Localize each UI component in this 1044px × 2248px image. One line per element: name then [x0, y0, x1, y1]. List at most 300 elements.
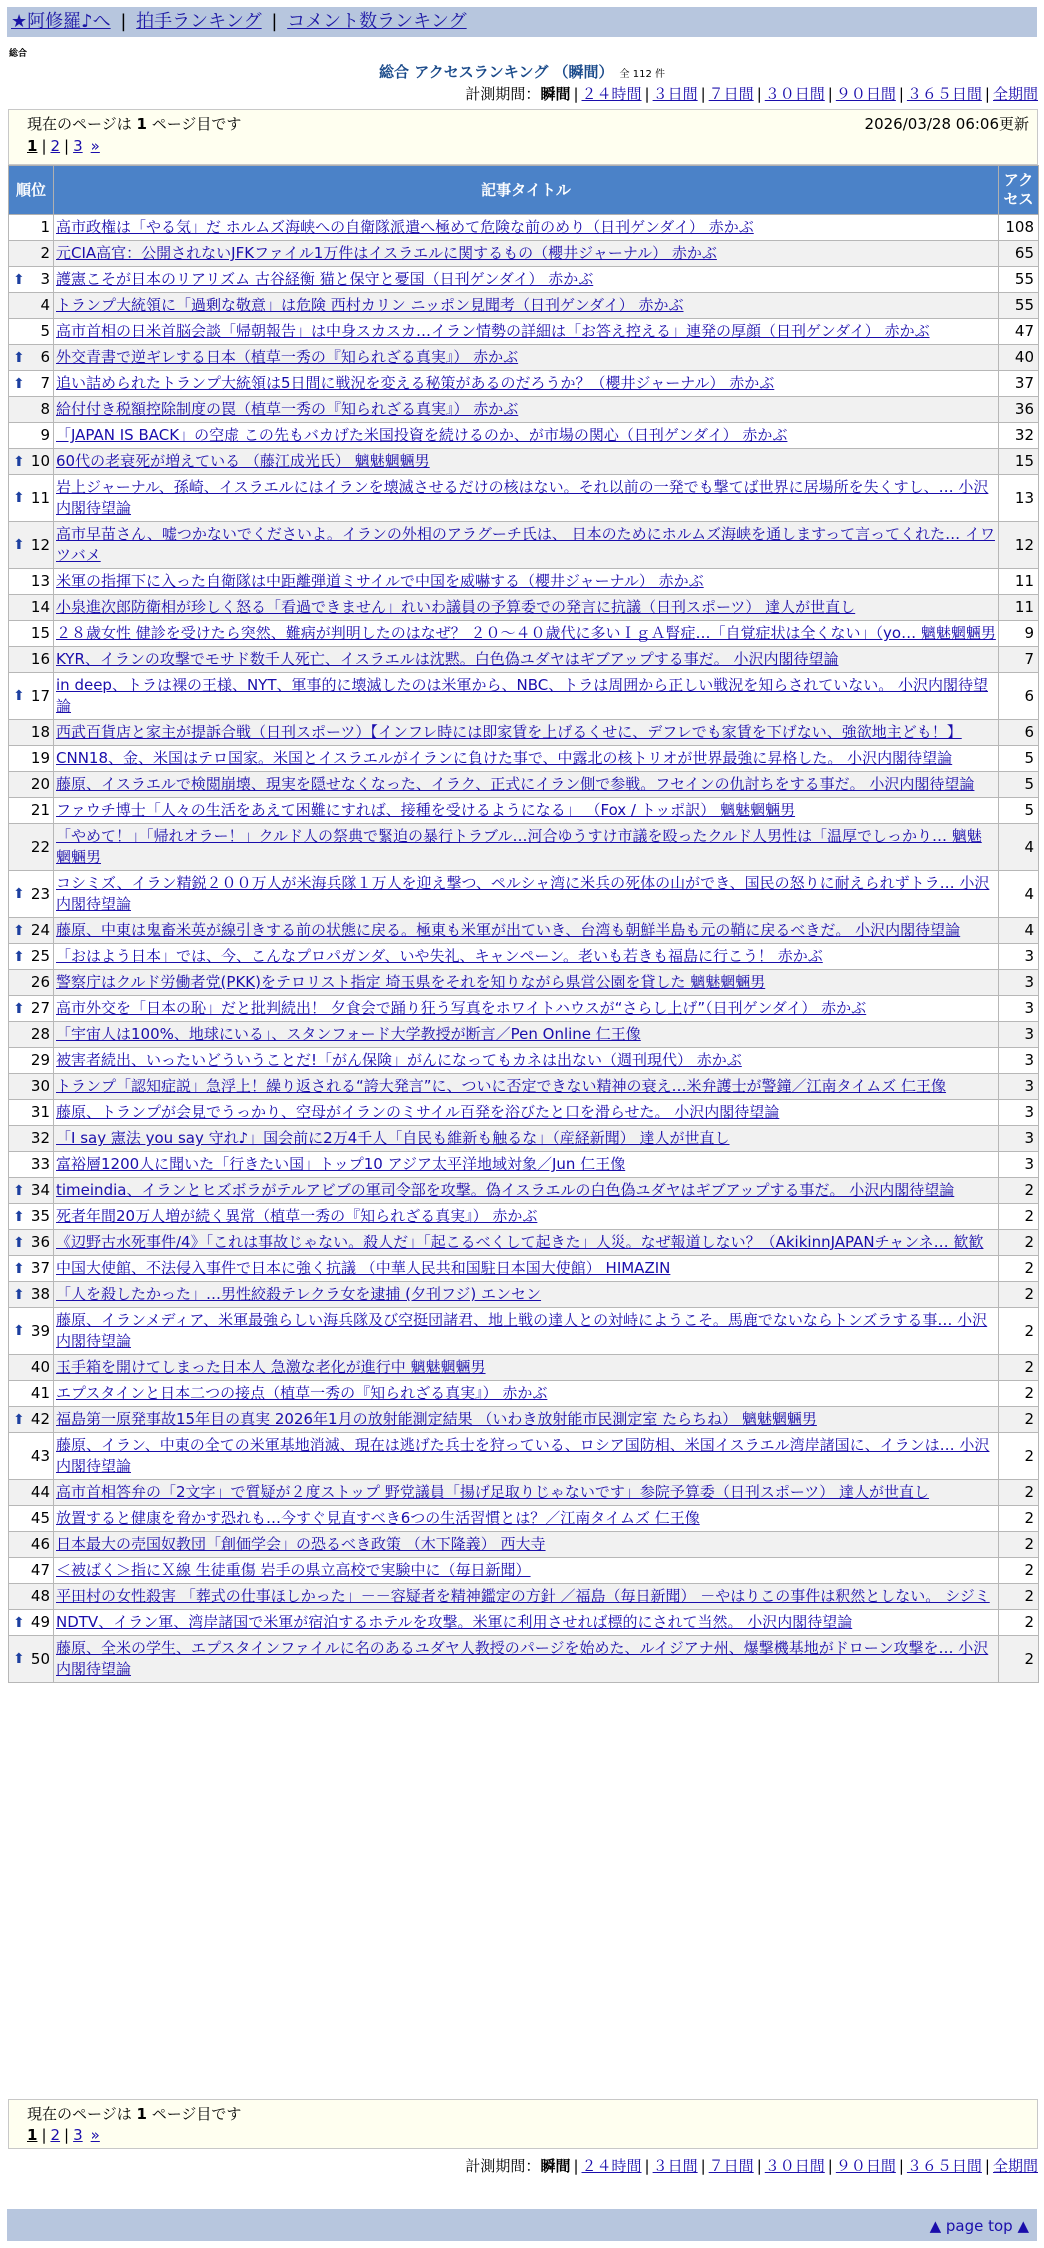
- article-title-link[interactable]: 高市首相の日米首脳会談「帰朝報告」は中身スカスカ…イラン情勢の詳細は「お答え控える」連発の厚顔（日刊ゲンダイ） 赤かぶ: [56, 322, 930, 340]
- rank-cell: [9, 772, 54, 798]
- rank-number: 22: [30, 837, 50, 856]
- rank-cell: [9, 621, 54, 647]
- title-cell: [54, 241, 999, 267]
- access-count: 36: [999, 397, 1039, 423]
- rank-cell: [9, 647, 54, 673]
- title-cell: [54, 1178, 999, 1204]
- article-title-link[interactable]: 日本最大の売国奴教団「創価学会」の恐るべき政策 （木下隆義） 西大寺: [56, 1535, 546, 1553]
- title-cell: [54, 1022, 999, 1048]
- title-cell: [54, 1480, 999, 1506]
- rank-cell: [9, 1100, 54, 1126]
- rank-number: 29: [30, 1051, 50, 1069]
- period-separator: |: [756, 2157, 762, 2175]
- article-title-link[interactable]: エプスタインと日本二つの接点（植草一秀の『知られざる真実』） 赤かぶ: [56, 1384, 548, 1402]
- access-count: 32: [999, 423, 1039, 449]
- title-cell: [54, 621, 999, 647]
- rank-cell: [9, 720, 54, 746]
- table-row: [9, 1532, 1039, 1558]
- rank-cell: [9, 522, 54, 569]
- rank-number: 25: [30, 947, 50, 965]
- up-arrow-icon: ⬆: [13, 1208, 25, 1225]
- rank-number: 7: [40, 374, 50, 392]
- title-cell: [54, 871, 999, 918]
- article-title-link[interactable]: 給付付き税額控除制度の罠（植草一秀の『知られざる真実』） 赤かぶ: [56, 400, 519, 418]
- table-row: [9, 293, 1039, 319]
- rank-cell: [9, 1256, 54, 1282]
- article-title-link[interactable]: 平田村の女性殺害 「葬式の仕事ほしかった」－－容疑者を精神鑑定の方針 ／福島（毎日新聞） －やはりこの事件は釈然としない。 シジミ: [56, 1587, 990, 1605]
- total-count: 全 112 件: [619, 69, 665, 80]
- period-separator: |: [644, 85, 650, 103]
- table-row: [9, 1100, 1039, 1126]
- article-title-link[interactable]: 高市早苗さん、嘘つかないでくださいよ。イランの外相のアラグーチ氏は、 日本のためにホルムズ海峡を通しますって言ってくれた… イワツバメ: [56, 525, 995, 564]
- title-cell: [54, 647, 999, 673]
- up-arrow-icon: ⬆: [13, 271, 25, 288]
- rank-cell: [9, 423, 54, 449]
- rank-cell: [9, 345, 54, 371]
- rank-number: 1: [40, 218, 50, 236]
- rank-cell: [9, 1178, 54, 1204]
- up-arrow-icon: ⬆: [13, 1614, 25, 1631]
- table-row: [9, 319, 1039, 345]
- article-title-link[interactable]: 「おはよう日本」では、今、こんなプロパガンダ、いや失礼、キャンペーン。老いも若きも福島に行こう！ 赤かぶ: [56, 947, 823, 965]
- rank-number: 31: [30, 1103, 50, 1121]
- rank-cell: [9, 215, 54, 241]
- rank-cell: [9, 267, 54, 293]
- rank-cell: [9, 293, 54, 319]
- rank-cell: [9, 1407, 54, 1433]
- article-title-link[interactable]: in deep、トラは裸の王様、NYT、軍事的に壊滅したのは米軍から、NBC、トラは周囲から正しい戦況を知らされていない。 小沢内閣待望論: [56, 676, 988, 715]
- table-row: [9, 798, 1039, 824]
- period-option-link[interactable]: ３０日間: [764, 85, 825, 103]
- article-title-link[interactable]: 「宇宙人は100%、地球にいる」、スタンフォード大学教授が断言／Pen Online 仁王像: [56, 1025, 641, 1043]
- table-row: [9, 1407, 1039, 1433]
- access-count: 37: [999, 371, 1039, 397]
- article-title-link[interactable]: 西武百貨店と家主が提訴合戦（日刊スポーツ）【インフレ時には即家賃を上げるくせに、デフレでも家賃を下げない、強欲地主ども！】: [56, 723, 962, 741]
- table-row: [9, 423, 1039, 449]
- rank-number: 33: [30, 1155, 50, 1173]
- rank-cell: [9, 996, 54, 1022]
- rank-number: 35: [30, 1207, 50, 1225]
- article-title-link[interactable]: 「やめて！」「帰れオラー！」クルド人の祭典で緊迫の暴行トラブル…河合ゆうすけ市議を殴ったクルド人男性は「温厚でしっかり… 魑魅魍魎男: [56, 827, 982, 866]
- title-cell: [54, 215, 999, 241]
- article-title-link[interactable]: 福島第一原発事故15年目の真実 2026年1月の放射能測定結果 （いわき放射能市民測定室 たらちね） 魑魅魍魎男: [56, 1410, 817, 1428]
- title-cell: [54, 569, 999, 595]
- rank-number: 16: [30, 650, 50, 668]
- access-count: 3: [999, 1074, 1039, 1100]
- access-count: 2: [999, 1407, 1039, 1433]
- rank-cell: [9, 1433, 54, 1480]
- page-top-link[interactable]: ▲ page top ▲: [929, 2217, 1029, 2235]
- article-title-link[interactable]: 小泉進次郎防衛相が珍しく怒る「看過できません」れいわ議員の予算委での発言に抗議（日刊スポーツ） 達人が世直し: [56, 598, 856, 616]
- title-cell: [54, 397, 999, 423]
- rank-number: 30: [30, 1077, 50, 1095]
- access-count: 3: [999, 1126, 1039, 1152]
- access-count: 11: [999, 569, 1039, 595]
- article-title-link[interactable]: 藤原、イラン、中東の全ての米軍基地消滅、現在は逃げた兵士を狩っている、ロシア国防相、米国イスラエル湾岸諸国に、イランは… 小沢内閣待望論: [56, 1436, 990, 1475]
- rank-cell: [9, 1126, 54, 1152]
- up-arrow-icon: ⬆: [13, 1323, 25, 1339]
- table-row: [9, 1074, 1039, 1100]
- home-link[interactable]: ★阿修羅♪へ: [11, 11, 111, 32]
- title-cell: [54, 1256, 999, 1282]
- title-cell: [54, 720, 999, 746]
- rank-cell: [9, 319, 54, 345]
- table-row: [9, 871, 1039, 918]
- period-option-link[interactable]: ２４時間: [581, 2157, 642, 2175]
- title-cell: [54, 345, 999, 371]
- rank-number: 14: [30, 598, 50, 616]
- period-separator: |: [644, 2157, 650, 2175]
- title-cell: [54, 1308, 999, 1355]
- title-cell: [54, 475, 999, 522]
- rank-number: 17: [30, 686, 50, 705]
- period-separator: |: [984, 85, 990, 103]
- table-row: [9, 673, 1039, 720]
- article-title-link[interactable]: 米軍の指揮下に入った自衛隊は中距離弾道ミサイルで中国を威嚇する（櫻井ジャーナル） 赤かぶ: [56, 572, 704, 590]
- period-option-link[interactable]: 全期間: [992, 2157, 1038, 2175]
- page-text-post: ページ目です: [151, 2105, 242, 2123]
- page-text-post: ページ目です: [151, 115, 242, 133]
- rank-number: 39: [30, 1321, 50, 1340]
- article-title-link[interactable]: 藤原、イランメディア、米軍最強らしい海兵隊及び空挺団諸君、地上戦の達人との対峙にようこそ。馬鹿でないならトンズラする事… 小沢内閣待望論: [56, 1311, 988, 1350]
- rank-cell: [9, 1152, 54, 1178]
- comment-ranking-link[interactable]: コメント数ランキング: [287, 11, 467, 32]
- rank-cell: [9, 1381, 54, 1407]
- rank-cell: [9, 1532, 54, 1558]
- title-cell: [54, 798, 999, 824]
- access-count: 108: [999, 215, 1039, 241]
- title-cell: [54, 293, 999, 319]
- access-count: 3: [999, 944, 1039, 970]
- title-cell: [54, 449, 999, 475]
- page-title: [0, 61, 1044, 82]
- page-link: 1: [27, 2126, 38, 2144]
- nav-separator: |: [271, 11, 278, 32]
- next-page-link[interactable]: »: [90, 137, 100, 155]
- up-arrow-icon: ⬆: [13, 688, 25, 704]
- title-cell: [54, 1532, 999, 1558]
- access-count: 3: [999, 970, 1039, 996]
- article-title-link[interactable]: 「JAPAN IS BACK」の空虚 この先もバカげた米国投資を続けるのか、が市場の関心（日刊ゲンダイ） 赤かぶ: [56, 426, 788, 444]
- access-count: 3: [999, 1152, 1039, 1178]
- article-title-link[interactable]: 追い詰められたトランプ大統領は5日間に戦況を変える秘策があるのだろうか？（櫻井ジャーナル） 赤かぶ: [56, 374, 775, 392]
- title-cell: [54, 1407, 999, 1433]
- rank-number: 18: [30, 723, 50, 741]
- title-cell: [54, 970, 999, 996]
- rank-cell: [9, 918, 54, 944]
- title-cell: [54, 1100, 999, 1126]
- rank-cell: [9, 798, 54, 824]
- access-count: 2: [999, 1308, 1039, 1355]
- rank-cell: [9, 1308, 54, 1355]
- page-number: 1: [136, 115, 147, 133]
- title-cell: [54, 1048, 999, 1074]
- table-row: [9, 522, 1039, 569]
- table-row: [9, 1558, 1039, 1584]
- table-row: [9, 918, 1039, 944]
- table-row: [9, 1480, 1039, 1506]
- table-row: [9, 621, 1039, 647]
- title-cell: [54, 772, 999, 798]
- rank-number: 50: [30, 1649, 50, 1668]
- up-arrow-icon: ⬆: [13, 1000, 25, 1017]
- rank-number: 46: [30, 1535, 50, 1553]
- table-row: [9, 1636, 1039, 1683]
- table-row: [9, 267, 1039, 293]
- table-row: [9, 1433, 1039, 1480]
- article-title-link[interactable]: 藤原、中東は鬼畜米英が線引きする前の状態に戻る。極東も米軍が出ていき、台湾も朝鮮半島も元の鞘に戻るべきだ。 小沢内閣待望論: [56, 921, 961, 939]
- access-count: 5: [999, 798, 1039, 824]
- article-title-link[interactable]: 中国大使館、不法侵入事件で日本に強く抗議 （中華人民共和国駐日本国大使館） HIMAZIN: [56, 1259, 671, 1277]
- table-row: [9, 1355, 1039, 1381]
- article-title-link[interactable]: ＜被ばく＞指にＸ線 生徒重傷 岩手の県立高校で実験中に（毎日新聞）: [56, 1561, 531, 1579]
- title-cell: [54, 746, 999, 772]
- title-cell: [54, 996, 999, 1022]
- table-header-row: [9, 166, 1039, 215]
- period-option-link[interactable]: ３日間: [652, 2157, 698, 2175]
- rank-number: 11: [30, 488, 50, 507]
- rank-cell: [9, 1355, 54, 1381]
- article-title-link[interactable]: 岩上ジャーナル、孫崎、イスラエルにはイランを壊滅させるだけの核はない。それ以前の一発でも撃てば世界に居場所を失くすし、… 小沢内閣待望論: [56, 478, 989, 517]
- period-option-link[interactable]: ３６５日間: [906, 2157, 982, 2175]
- article-title-link[interactable]: 藤原、全米の学生、エプスタインファイルに名のあるユダヤ人教授のパージを始めた、ルイジアナ州、爆撃機基地がドローン攻撃を… 小沢内閣待望論: [56, 1639, 989, 1678]
- article-title-link[interactable]: 高市政権は「やる気」だ ホルムズ海峡への自衛隊派遣へ極めて危険な前のめり（日刊ゲンダイ） 赤かぶ: [56, 218, 754, 236]
- up-arrow-icon: ⬆: [13, 1651, 25, 1667]
- article-title-link[interactable]: ２８歳女性 健診を受けたら突然、難病が判明したのはなぜ？ ２０～４０歳代に多いＩｇＡ腎症…「自覚症状は全くない」（yo… 魑魅魍魎男: [56, 624, 996, 642]
- table-row: [9, 449, 1039, 475]
- rank-cell: [9, 595, 54, 621]
- access-count: 11: [999, 595, 1039, 621]
- access-count: 2: [999, 1480, 1039, 1506]
- period-separator: |: [898, 85, 904, 103]
- page-link[interactable]: 3: [73, 137, 83, 155]
- rank-number: 20: [30, 775, 50, 793]
- rank-number: 47: [30, 1561, 50, 1579]
- rank-number: 24: [30, 921, 50, 939]
- access-count: 2: [999, 1506, 1039, 1532]
- article-title-link[interactable]: 60代の老衰死が増えている （藤江成光氏） 魑魅魍魎男: [56, 452, 430, 470]
- page-link[interactable]: 3: [73, 2126, 83, 2144]
- title-cell: [54, 1074, 999, 1100]
- rank-number: 37: [30, 1259, 50, 1277]
- rank-cell: [9, 241, 54, 267]
- title-cell: [54, 1506, 999, 1532]
- rank-number: 23: [30, 884, 50, 903]
- rank-cell: [9, 1022, 54, 1048]
- up-arrow-icon: ⬆: [13, 948, 25, 965]
- article-title-link[interactable]: 死者年間20万人増が続く異常（植草一秀の『知られざる真実』） 赤かぶ: [56, 1207, 538, 1225]
- table-row: [9, 1506, 1039, 1532]
- page-text-pre: 現在のページは: [27, 2105, 132, 2123]
- up-arrow-icon: ⬆: [13, 349, 25, 366]
- rank-cell: [9, 1230, 54, 1256]
- period-separator: |: [573, 2157, 579, 2175]
- applause-ranking-link[interactable]: 拍手ランキング: [136, 11, 262, 32]
- table-row: [9, 996, 1039, 1022]
- period-option-link[interactable]: ９０日間: [835, 2157, 896, 2175]
- rank-number: 48: [30, 1587, 50, 1605]
- access-count: 4: [999, 871, 1039, 918]
- article-title-link[interactable]: コシミズ、イラン精鋭２００万人が米海兵隊１万人を迎え撃つ、ペルシャ湾に米兵の死体の山ができ、国民の怒りに耐えられずトラ… 小沢内閣待望論: [56, 874, 990, 913]
- title-cell: [54, 371, 999, 397]
- top-nav-bar: [7, 7, 1037, 37]
- table-row: [9, 772, 1039, 798]
- access-column-header: アクセス: [999, 166, 1039, 215]
- access-count: 9: [999, 621, 1039, 647]
- access-count: 2: [999, 1256, 1039, 1282]
- article-title-link[interactable]: 護憲こそが日本のリアリズム 古谷経衡 猫と保守と憂国（日刊ゲンダイ） 赤かぶ: [56, 270, 594, 288]
- title-cell: [54, 423, 999, 449]
- article-title-link[interactable]: 「I say 憲法 you say 守れ♪」国会前に2万4千人「自民も維新も触るな」（産経新聞） 達人が世直し: [56, 1129, 730, 1147]
- title-cell: [54, 1282, 999, 1308]
- period-label: 計測期間：: [465, 2157, 541, 2175]
- rank-number: 43: [30, 1446, 50, 1465]
- article-title-link[interactable]: トランプ「認知症説」急浮上！繰り返される“誇大発言”に、ついに否定できない精神の衰え…米弁護士が警鐘／江南タイムズ 仁王像: [56, 1077, 947, 1095]
- article-title-link[interactable]: 外交青書で逆ギレする日本（植草一秀の『知られざる真実』） 赤かぶ: [56, 348, 519, 366]
- rank-cell: [9, 944, 54, 970]
- access-count: 2: [999, 1204, 1039, 1230]
- title-cell: [54, 1355, 999, 1381]
- access-count: 5: [999, 772, 1039, 798]
- page-link[interactable]: 2: [50, 137, 61, 155]
- period-option-link[interactable]: ３０日間: [764, 2157, 825, 2175]
- updated-time: 2026/03/28 06:06更新: [864, 115, 1029, 133]
- article-title-link[interactable]: トランプ大統領に「過剰な敬意」は危険 西村カリン ニッポン見聞考（日刊ゲンダイ） 赤かぶ: [56, 296, 684, 314]
- table-row: [9, 1256, 1039, 1282]
- rank-number: 27: [30, 999, 50, 1017]
- title-cell: [54, 319, 999, 345]
- title-cell: [54, 595, 999, 621]
- article-title-link[interactable]: 元CIA高官：公開されないJFKファイル1万件はイスラエルに関するもの（櫻井ジャーナル） 赤かぶ: [56, 244, 717, 262]
- article-title-link[interactable]: 《辺野古水死事件/4》「これは事故じゃない。殺人だ」「起こるべくして起きた」人災。なぜ報道しない？（AkikinnJAPANチャンネ… 歓歓: [56, 1233, 984, 1251]
- title-cell: [54, 1558, 999, 1584]
- period-option-link[interactable]: ２４時間: [581, 85, 642, 103]
- access-count: 2: [999, 1230, 1039, 1256]
- title-cell: [54, 1381, 999, 1407]
- pagination-bottom: [27, 2126, 100, 2144]
- article-title-link[interactable]: KYR、イランの攻撃でモサド数千人死亡、イスラエルは沈黙。白色偽ユダヤはギブアップする事だ。 小沢内閣待望論: [56, 650, 839, 668]
- table-row: [9, 1178, 1039, 1204]
- access-count: 12: [999, 522, 1039, 569]
- access-count: 3: [999, 1048, 1039, 1074]
- rank-cell: [9, 475, 54, 522]
- rank-number: 19: [30, 749, 50, 767]
- up-arrow-icon: ⬆: [13, 1260, 25, 1277]
- rank-cell: [9, 1048, 54, 1074]
- up-arrow-icon: ⬆: [13, 453, 25, 470]
- up-arrow-icon: ⬆: [13, 375, 25, 392]
- rank-number: 3: [40, 270, 50, 288]
- period-current: 瞬間: [540, 85, 571, 103]
- access-count: 3: [999, 1100, 1039, 1126]
- article-title-link[interactable]: 警察庁はクルド労働者党(PKK)をテロリスト指定 埼玉県をそれを知りながら県営公園を貸した 魑魅魍魎男: [56, 973, 766, 991]
- page-text-pre: 現在のページは: [27, 115, 132, 133]
- table-row: [9, 944, 1039, 970]
- up-arrow-icon: ⬆: [13, 922, 25, 939]
- title-cell: [54, 1152, 999, 1178]
- article-title-link[interactable]: NDTV、イラン軍、湾岸諸国で米軍が宿泊するホテルを攻撃。米軍に利用させれば標的にされて当然。 小沢内閣待望論: [56, 1613, 853, 1631]
- next-page-link[interactable]: »: [90, 2126, 100, 2144]
- article-title-link[interactable]: 富裕層1200人に聞いた「行きたい国」トップ10 アジア太平洋地域対象／Jun 仁王像: [56, 1155, 626, 1173]
- article-title-link[interactable]: 藤原、トランプが会見でうっかり、空母がイランのミサイル百発を浴びたと口を滑らせた。 小沢内閣待望論: [56, 1103, 780, 1121]
- rank-cell: [9, 1282, 54, 1308]
- table-row: [9, 1230, 1039, 1256]
- rank-cell: [9, 1074, 54, 1100]
- article-title-link[interactable]: 藤原、イスラエルで検閲崩壊、現実を隠せなくなった、イラク、正式にイラン側で参戦。フセインの仇討ちをする事だ。 小沢内閣待望論: [56, 775, 975, 793]
- period-separator: |: [573, 85, 579, 103]
- rank-number: 5: [40, 322, 50, 340]
- rank-cell: [9, 1506, 54, 1532]
- table-row: [9, 824, 1039, 871]
- table-row: [9, 371, 1039, 397]
- article-title-link[interactable]: 「人を殺したかった」…男性絞殺テレクラ女を逮捕 (夕刊フジ) エンセン: [56, 1285, 542, 1303]
- page-link: 1: [27, 137, 38, 155]
- rank-number: 10: [30, 452, 50, 470]
- title-cell: [54, 673, 999, 720]
- article-title-link[interactable]: ファウチ博士「人々の生活をあえて困難にすれば、接種を受けるようになる」 （Fox / トッポ訳） 魑魅魍魎男: [56, 801, 796, 819]
- rank-number: 8: [40, 400, 50, 418]
- pager-separator: |: [64, 2126, 70, 2144]
- period-option-link[interactable]: ３６５日間: [906, 85, 982, 103]
- pager-separator: |: [41, 2126, 47, 2144]
- up-arrow-icon: ⬆: [13, 1286, 25, 1303]
- period-label: 計測期間：: [465, 85, 541, 103]
- period-option-link[interactable]: ７日間: [708, 85, 754, 103]
- rank-number: 45: [30, 1509, 50, 1527]
- rank-number: 13: [30, 572, 50, 590]
- access-count: 6: [999, 673, 1039, 720]
- article-title-link[interactable]: 高市首相答弁の「2文字」で質疑が２度ストップ 野党議員「揚げ足取りじゃないです」参院予算委（日刊スポーツ） 達人が世直し: [56, 1483, 930, 1501]
- article-title-link[interactable]: 高市外交を「日本の恥」だと批判続出！ 夕食会で踊り狂う写真をホワイトハウスが“さらし上げ”（日刊ゲンダイ） 赤かぶ: [56, 999, 867, 1017]
- article-title-link[interactable]: 玉手箱を開けてしまった日本人 急激な老化が進行中 魑魅魍魎男: [56, 1358, 486, 1376]
- article-title-link[interactable]: 被害者続出、いったいどういうことだ!「がん保険」がんになってもカネは出ない（週刊現代） 赤かぶ: [56, 1051, 742, 1069]
- table-row: [9, 1048, 1039, 1074]
- rank-number: 4: [40, 296, 50, 314]
- up-arrow-icon: ⬆: [13, 490, 25, 506]
- rank-number: 36: [30, 1233, 50, 1251]
- access-count: 7: [999, 647, 1039, 673]
- category-label: 総合: [9, 49, 28, 59]
- period-option-link[interactable]: 全期間: [992, 85, 1038, 103]
- title-cell: [54, 522, 999, 569]
- up-arrow-icon: ⬆: [13, 1411, 25, 1428]
- rank-cell: [9, 1584, 54, 1610]
- article-title-link[interactable]: 放置すると健康を脅かす恐れも…今すぐ見直すべき6つの生活習慣とは？／江南タイムズ 仁王像: [56, 1509, 700, 1527]
- access-count: 2: [999, 1610, 1039, 1636]
- period-option-link[interactable]: ３日間: [652, 85, 698, 103]
- current-page-text: [27, 2103, 241, 2124]
- rank-number: 6: [40, 348, 50, 366]
- ranking-table: [8, 165, 1039, 1683]
- period-option-link[interactable]: ９０日間: [835, 85, 896, 103]
- access-count: 55: [999, 267, 1039, 293]
- article-title-link[interactable]: timeindia、イランとヒズボラがテルアビブの軍司令部を攻撃。偽イスラエルの白色偽ユダヤはギブアップする事だ。 小沢内閣待望論: [56, 1181, 955, 1199]
- current-page-text: [27, 113, 241, 134]
- table-row: [9, 475, 1039, 522]
- article-title-link[interactable]: CNN18、金、米国はテロ国家。米国とイスラエルがイランに負けた事で、中露北の核トリオが世界最強に昇格した。 小沢内閣待望論: [56, 749, 953, 767]
- access-count: 2: [999, 1282, 1039, 1308]
- rank-number: 42: [30, 1410, 50, 1428]
- rank-number: 21: [30, 801, 50, 819]
- footer-bar: [7, 2209, 1037, 2241]
- rank-cell: [9, 1558, 54, 1584]
- pagination-top: [27, 137, 100, 155]
- title-cell: [54, 918, 999, 944]
- period-option-link[interactable]: ７日間: [708, 2157, 754, 2175]
- title-cell: [54, 1584, 999, 1610]
- page-link[interactable]: 2: [50, 2126, 61, 2144]
- rank-number: 9: [40, 426, 50, 444]
